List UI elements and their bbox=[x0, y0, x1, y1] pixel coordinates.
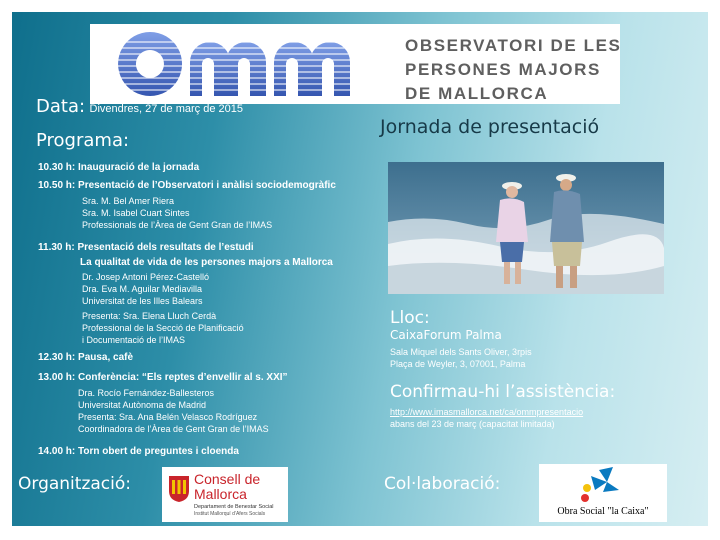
seniors-beach-photo bbox=[388, 162, 664, 294]
coat-of-arms-icon bbox=[168, 475, 190, 503]
logo-title-line3: DE MALLORCA bbox=[405, 84, 549, 103]
program-item-2: 10.50 h: Presentació de l’Observatori i anàlisi sociodemogràfic bbox=[38, 180, 336, 191]
presenter-affiliation: Professional de la Secció de Planificació bbox=[82, 323, 244, 333]
speaker-affiliation: Professionals de l’Àrea de Gent Gran de l’IMAS bbox=[82, 220, 273, 230]
program-item-1: 10.30 h: Inauguració de la jornada bbox=[38, 162, 200, 173]
venue-address: Plaça de Weyler, 3, 07001, Palma bbox=[390, 359, 526, 369]
date-row bbox=[36, 96, 243, 117]
consell-logo-line2: Mallorca bbox=[194, 486, 247, 502]
venue-room: Sala Miquel dels Sants Oliver, 3rpis bbox=[390, 347, 532, 357]
event-title: Jornada de presentació bbox=[380, 116, 600, 138]
program-item-3: 11.30 h: Presentació dels resultats de l’estudi bbox=[38, 242, 254, 253]
rsvp-deadline-note: abans del 23 de març (capacitat limitada) bbox=[390, 419, 555, 429]
la-caixa-logo bbox=[539, 464, 667, 522]
program-item-4: 12.30 h: Pausa, cafè bbox=[38, 352, 134, 363]
organizer-label: Organització: bbox=[18, 474, 131, 494]
program-item-5: 13.00 h: Conferència: “Els reptes d’envellir al s. XXI” bbox=[38, 372, 288, 383]
date-label: Data: bbox=[36, 96, 86, 117]
presenter-affiliation: Coordinadora de l’Àrea de Gent Gran de l’IMAS bbox=[78, 424, 269, 434]
consell-mallorca-logo bbox=[162, 467, 288, 522]
presenter-line: Presenta: Sra. Elena Lluch Cerdà bbox=[82, 311, 217, 321]
confirm-label: Confirmau-hi l’assistència: bbox=[390, 382, 616, 402]
omm-logo-icon bbox=[90, 24, 375, 104]
collab-label: Col·laboració: bbox=[384, 474, 501, 494]
speaker-affiliation: Universitat de les Illes Balears bbox=[82, 296, 203, 306]
speaker-line: Dra. Eva M. Aguilar Mediavilla bbox=[82, 284, 203, 294]
consell-logo-line3: Departament de Benestar Social bbox=[194, 504, 274, 510]
speaker-line: Dra. Rocío Fernández-Ballesteros bbox=[78, 388, 215, 398]
event-poster bbox=[12, 12, 708, 526]
logo-title-line1: OBSERVATORI DE LES bbox=[405, 36, 622, 55]
speaker-line: Sra. M. Bel Amer Riera bbox=[82, 196, 175, 206]
venue-label: Lloc: bbox=[390, 308, 430, 328]
speaker-line: Sra. M. Isabel Cuart Sintes bbox=[82, 208, 190, 218]
speaker-affiliation: Universitat Autònoma de Madrid bbox=[78, 400, 207, 410]
presenter-line: Presenta: Sra. Ana Belén Velasco Rodríguez bbox=[78, 412, 258, 422]
speaker-line: Dr. Josep Antoni Pérez-Castelló bbox=[82, 272, 210, 282]
study-title: La qualitat de vida de les persones majors a Mallorca bbox=[80, 257, 333, 268]
program-heading: Programa: bbox=[36, 130, 130, 151]
presenter-affiliation: i Documentació de l’IMAS bbox=[82, 335, 186, 345]
date-value: Divendres, 27 de març de 2015 bbox=[89, 103, 243, 115]
venue-name: CaixaForum Palma bbox=[390, 328, 502, 342]
consell-logo-line1: Consell de bbox=[194, 471, 261, 487]
star-logo-icon bbox=[573, 466, 623, 504]
consell-logo-line4: Institut Mallorquí d’Afers Socials bbox=[194, 511, 266, 517]
logo-title-line2: PERSONES MAJORS bbox=[405, 60, 601, 79]
caixa-logo-text: Obra Social "la Caixa" bbox=[557, 506, 649, 517]
program-item-6: 14.00 h: Torn obert de preguntes i cloenda bbox=[38, 446, 239, 457]
rsvp-link[interactable]: http://www.imasmallorca.net/ca/ommpresentacio bbox=[390, 407, 584, 417]
omm-logo-banner bbox=[90, 24, 620, 104]
